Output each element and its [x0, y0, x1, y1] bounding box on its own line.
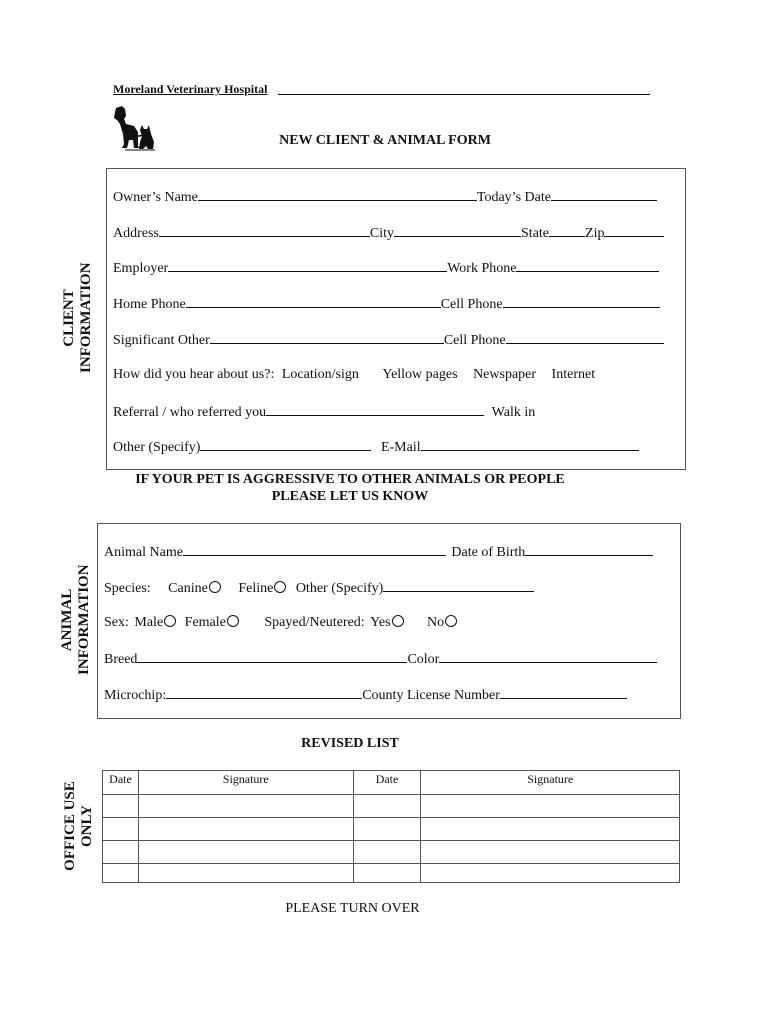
signature-cell[interactable]	[421, 795, 680, 818]
color-field[interactable]	[439, 650, 657, 663]
sex-label: Sex:	[104, 615, 129, 630]
date-of-birth-label: Date of Birth	[451, 545, 526, 560]
table-row	[103, 864, 680, 883]
feline-radio[interactable]	[274, 581, 286, 593]
signature-cell[interactable]	[138, 841, 353, 864]
microchip-row	[104, 686, 627, 704]
significant-other-label: Significant Other	[113, 333, 210, 348]
breed-label: Breed	[104, 652, 138, 667]
significant-other-field[interactable]	[210, 331, 444, 344]
date-column-header: Date	[103, 771, 139, 795]
form-title: NEW CLIENT & ANIMAL FORM	[279, 133, 491, 148]
animal-label-line2: INFORMATION	[76, 564, 92, 675]
animal-label-line1: ANIMAL	[59, 588, 75, 652]
state-field[interactable]	[549, 224, 585, 237]
home-phone-field[interactable]	[186, 295, 441, 308]
animal-name-row	[104, 543, 653, 561]
revised-list-table	[102, 770, 680, 883]
hospital-name-underline	[278, 94, 650, 95]
date-cell[interactable]	[353, 841, 421, 864]
table-header-row	[103, 771, 680, 795]
county-license-field[interactable]	[500, 686, 627, 699]
employer-label: Employer	[113, 261, 169, 276]
signature-column-header-2: Signature	[421, 771, 680, 795]
species-row	[104, 579, 534, 597]
employer-row	[113, 259, 659, 277]
warning-line1: IF YOUR PET IS AGGRESSIVE TO OTHER ANIMALS OR PEOPLE	[135, 472, 565, 487]
office-use-label	[62, 771, 98, 881]
color-label: Color	[407, 652, 440, 667]
significant-other-row	[113, 331, 664, 349]
owners-name-field[interactable]	[198, 188, 477, 201]
other-email-row	[113, 438, 639, 456]
female-radio[interactable]	[227, 615, 239, 627]
cell-phone-label: Cell Phone	[440, 297, 503, 312]
breed-field[interactable]	[137, 650, 407, 663]
option-yellow-pages[interactable]: Yellow pages	[382, 367, 458, 382]
employer-field[interactable]	[168, 259, 447, 272]
species-other-label: Other (Specify)	[295, 581, 384, 596]
signature-cell[interactable]	[138, 864, 353, 883]
warning-line2: PLEASE LET US KNOW	[271, 489, 429, 504]
todays-date-label: Today’s Date	[476, 190, 551, 205]
female-label: Female	[184, 615, 226, 630]
client-label-line1: CLIENT	[61, 289, 77, 347]
table-row	[103, 795, 680, 818]
hospital-name: Moreland Veterinary Hospital	[113, 82, 268, 96]
owners-name-row	[113, 188, 657, 206]
email-label: E-Mail	[380, 440, 421, 455]
microchip-label: Microchip:	[104, 688, 167, 703]
work-phone-field[interactable]	[516, 259, 659, 272]
cell-phone-field[interactable]	[503, 295, 660, 308]
sex-row	[104, 615, 457, 631]
male-radio[interactable]	[164, 615, 176, 627]
county-license-label: County License Number	[362, 688, 500, 703]
client-information-label	[61, 263, 97, 373]
address-row	[113, 224, 664, 242]
signature-column-header: Signature	[138, 771, 353, 795]
work-phone-label: Work Phone	[447, 261, 517, 276]
option-internet[interactable]: Internet	[551, 367, 596, 382]
how-hear-label: How did you hear about us?:	[113, 367, 275, 382]
referral-label: Referral / who referred you	[113, 405, 267, 420]
zip-label: Zip	[585, 226, 605, 241]
animal-name-field[interactable]	[183, 543, 446, 556]
signature-cell[interactable]	[138, 795, 353, 818]
yes-radio[interactable]	[392, 615, 404, 627]
date-cell[interactable]	[103, 818, 139, 841]
male-label: Male	[134, 615, 164, 630]
other-specify-field[interactable]	[200, 438, 371, 451]
signature-cell[interactable]	[421, 818, 680, 841]
spayed-neutered-label: Spayed/Neutered:	[264, 615, 365, 630]
signature-cell[interactable]	[421, 841, 680, 864]
date-cell[interactable]	[353, 818, 421, 841]
date-of-birth-field[interactable]	[525, 543, 653, 556]
city-label: City	[369, 226, 395, 241]
todays-date-field[interactable]	[551, 188, 657, 201]
email-field[interactable]	[421, 438, 639, 451]
date-cell[interactable]	[353, 864, 421, 883]
other-specify-label: Other (Specify)	[113, 440, 201, 455]
option-walk-in[interactable]: Walk in	[491, 405, 536, 420]
option-location-sign[interactable]: Location/sign	[281, 367, 359, 382]
home-phone-label: Home Phone	[113, 297, 186, 312]
species-other-field[interactable]	[383, 579, 534, 592]
date-cell[interactable]	[353, 795, 421, 818]
aggressive-warning	[0, 471, 700, 505]
table-row	[103, 818, 680, 841]
zip-field[interactable]	[604, 224, 664, 237]
referral-row	[113, 403, 535, 421]
option-newspaper[interactable]: Newspaper	[473, 367, 537, 382]
home-phone-row	[113, 295, 660, 313]
referral-field[interactable]	[266, 403, 484, 416]
state-label: State	[521, 226, 550, 241]
cell-phone-2-field[interactable]	[506, 331, 664, 344]
address-label: Address	[113, 226, 159, 241]
revised-list-heading: REVISED LIST	[301, 736, 399, 751]
please-turn-over: PLEASE TURN OVER	[285, 901, 420, 916]
client-label-line2: INFORMATION	[78, 262, 94, 373]
date-cell[interactable]	[103, 795, 139, 818]
office-label-line2: ONLY	[79, 805, 95, 847]
office-label-line1: OFFICE USE	[62, 781, 78, 871]
table-row	[103, 841, 680, 864]
signature-cell[interactable]	[138, 818, 353, 841]
owners-name-label: Owner’s Name	[113, 190, 198, 205]
animal-information-label	[59, 565, 95, 675]
no-label: No	[427, 615, 445, 630]
client-information-box	[106, 168, 686, 470]
feline-label: Feline	[238, 581, 274, 596]
yes-label: Yes	[370, 615, 391, 630]
no-radio[interactable]	[445, 615, 457, 627]
signature-cell[interactable]	[421, 864, 680, 883]
how-hear-row	[113, 367, 595, 383]
date-cell[interactable]	[103, 841, 139, 864]
breed-row	[104, 650, 657, 668]
date-column-header-2: Date	[353, 771, 421, 795]
cell-phone-2-label: Cell Phone	[443, 333, 506, 348]
species-label: Species:	[104, 581, 151, 596]
animal-name-label: Animal Name	[104, 545, 183, 560]
city-field[interactable]	[394, 224, 521, 237]
canine-radio[interactable]	[209, 581, 221, 593]
microchip-field[interactable]	[166, 686, 362, 699]
address-field[interactable]	[159, 224, 370, 237]
canine-label: Canine	[168, 581, 208, 596]
date-cell[interactable]	[103, 864, 139, 883]
